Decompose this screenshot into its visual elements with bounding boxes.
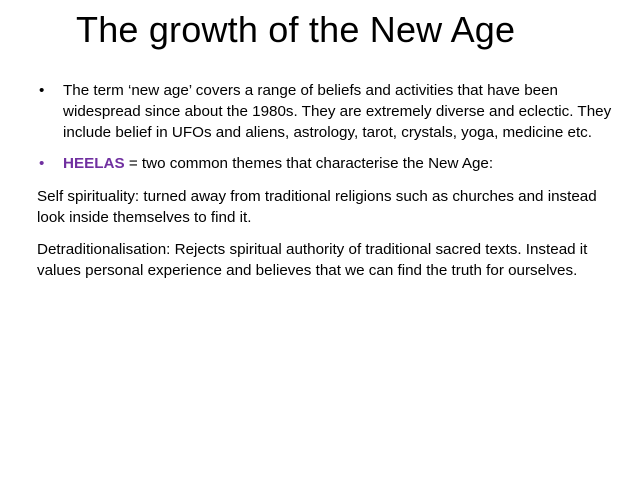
bullet-marker: • bbox=[39, 155, 45, 172]
bullet-text: = two common themes that characterise the New Age: bbox=[124, 155, 494, 172]
slide-title: The growth of the New Age bbox=[76, 9, 516, 50]
slide-body bbox=[37, 80, 612, 281]
bullet-heelas bbox=[37, 153, 612, 174]
heelas-highlight: HEELAS bbox=[63, 155, 125, 172]
bullet-text: The term ‘new age’ covers a range of beliefs and activities that have been widespread since about the 1980s. They are extremely diverse and eclectic. They include belief in UFOs and aliens, astrology, tarot, crystals, yoga, medicine etc. bbox=[63, 82, 612, 141]
bullet-new-age-definition bbox=[37, 80, 612, 143]
bullet-marker: • bbox=[39, 82, 45, 99]
paragraph-detraditionalisation: Detraditionalisation: Rejects spiritual authority of traditional sacred texts. Instead it values personal experience and believes that we can find the truth for ourselves. bbox=[37, 241, 588, 279]
paragraph-self-spirituality: Self spirituality: turned away from traditional religions such as churches and instead look inside themselves to find it. bbox=[37, 188, 597, 226]
